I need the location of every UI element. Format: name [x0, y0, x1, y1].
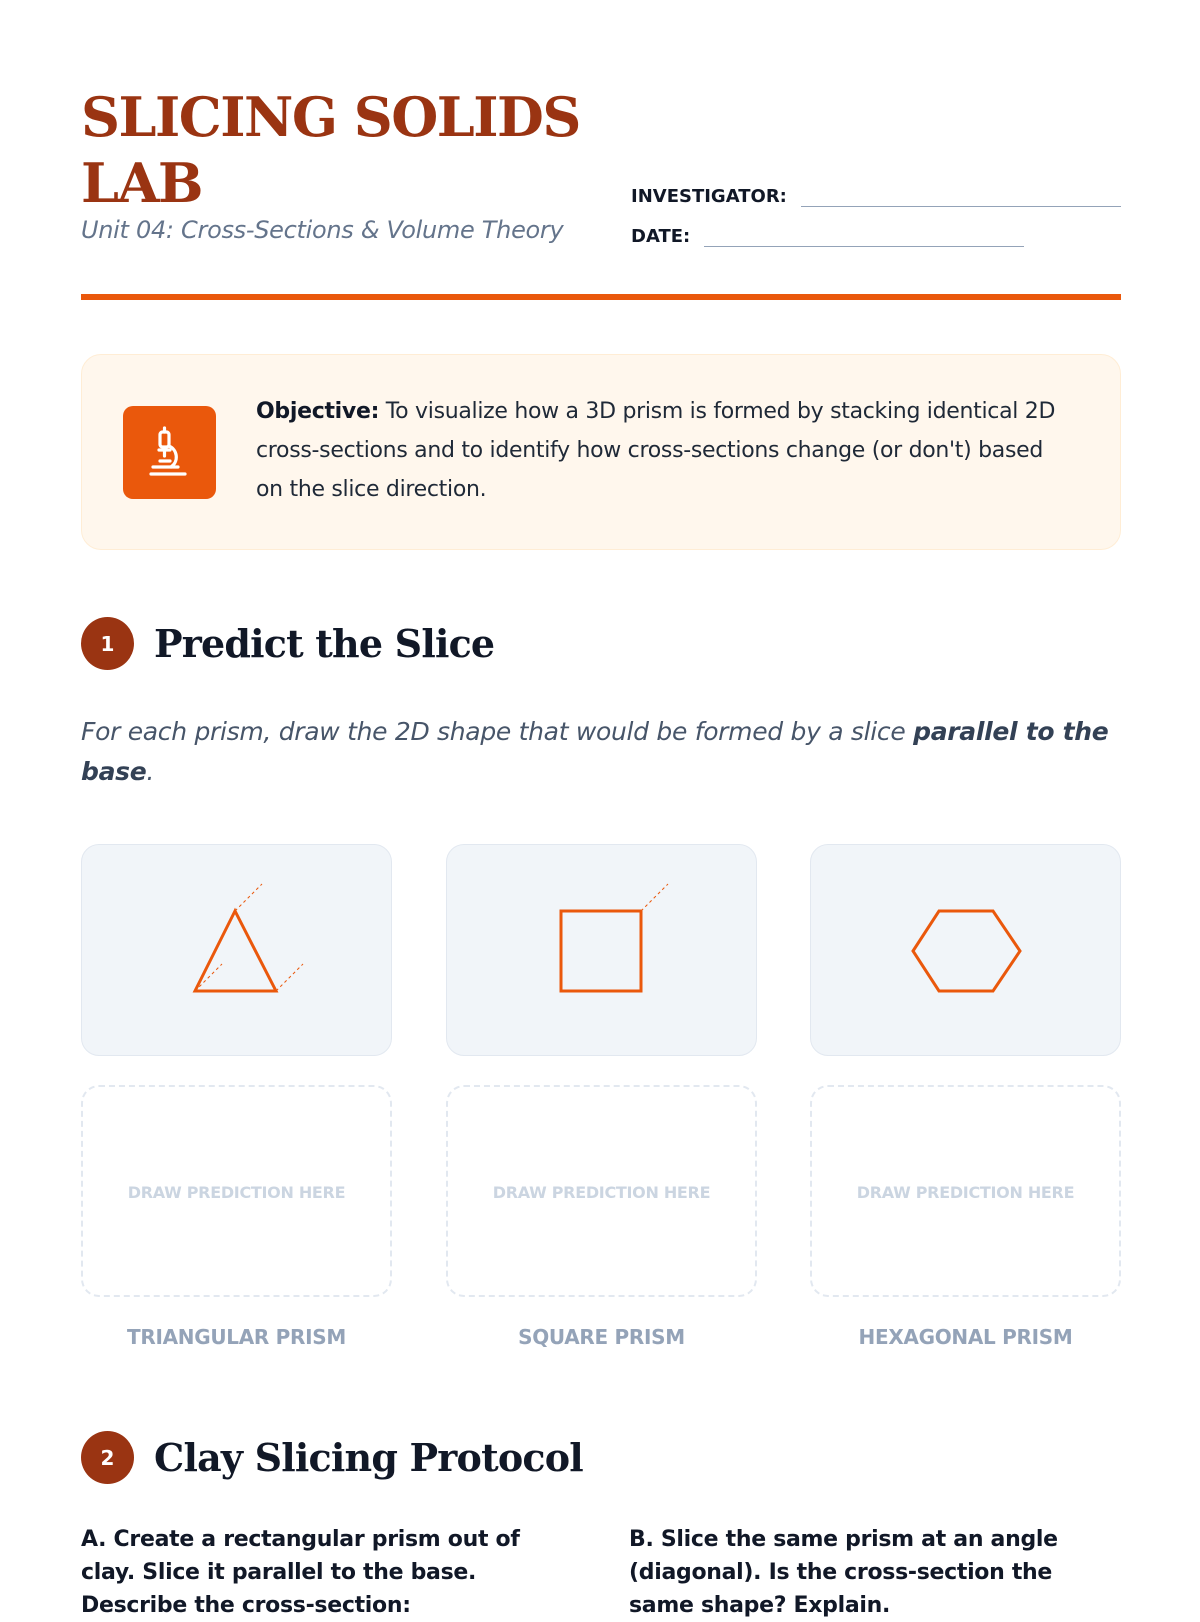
instruction-text: For each prism, draw the 2D shape that would be formed by a slice: [81, 717, 914, 746]
prediction-box-square[interactable]: [446, 1085, 757, 1297]
investigator-input-line[interactable]: [801, 187, 1121, 207]
section-1-instruction: [81, 712, 1121, 792]
objective-body: To visualize how a 3D prism is formed by stacking identical 2D cross-sections and to identify how cross-sections change (or don't) based on the slice direction.: [256, 399, 1056, 502]
prediction-box-hexagonal[interactable]: [810, 1085, 1121, 1297]
objective-label: Objective:: [256, 399, 380, 424]
prism-label-square: SQUARE PRISM: [518, 1325, 685, 1349]
prediction-placeholder: DRAW PREDICTION HERE: [127, 1183, 346, 1202]
square-icon: [447, 845, 758, 1057]
date-input-line[interactable]: [704, 227, 1024, 247]
date-field[interactable]: [631, 226, 1024, 247]
page-subtitle: Unit 04: Cross-Sections & Volume Theory: [81, 216, 564, 244]
date-label: DATE:: [631, 226, 691, 247]
hexagonal-prism-card: [810, 844, 1121, 1056]
worksheet-page: [81, 0, 1121, 1618]
section-2-heading: [81, 1431, 583, 1484]
page-title: SLICING SOLIDS LAB: [81, 85, 580, 215]
prediction-box-triangular[interactable]: [81, 1085, 392, 1297]
instruction-emphasis: parallel to the base: [81, 717, 1109, 786]
prism-label-hexagonal: HEXAGONAL PRISM: [858, 1325, 1073, 1349]
square-prism-card: [446, 844, 757, 1056]
prism-label-triangular: TRIANGULAR PRISM: [127, 1325, 346, 1349]
section-number-badge: 1: [81, 617, 134, 670]
section-1-heading: [81, 617, 494, 670]
header-divider: [81, 294, 1121, 300]
hexagon-icon: [811, 845, 1122, 1057]
protocol-step-a: A. Create a rectangular prism out of clay. Slice it parallel to the base. Describe the cross-section:: [81, 1527, 520, 1618]
prediction-placeholder: DRAW PREDICTION HERE: [492, 1183, 711, 1202]
instruction-end: .: [146, 757, 155, 786]
microscope-icon: [123, 406, 216, 499]
section-title: Clay Slicing Protocol: [154, 1435, 583, 1480]
objective-text: [256, 392, 1076, 509]
section-number-badge: 2: [81, 1431, 134, 1484]
prediction-placeholder: DRAW PREDICTION HERE: [856, 1183, 1075, 1202]
section-title: Predict the Slice: [154, 621, 495, 666]
investigator-field[interactable]: [631, 186, 1121, 207]
objective-panel: [81, 354, 1121, 550]
investigator-label: INVESTIGATOR:: [631, 186, 787, 207]
triangular-prism-card: [81, 844, 392, 1056]
protocol-step-b: B. Slice the same prism at an angle (diagonal). Is the cross-section the same shape? Explain.: [629, 1527, 1058, 1618]
triangle-icon: [82, 845, 393, 1057]
